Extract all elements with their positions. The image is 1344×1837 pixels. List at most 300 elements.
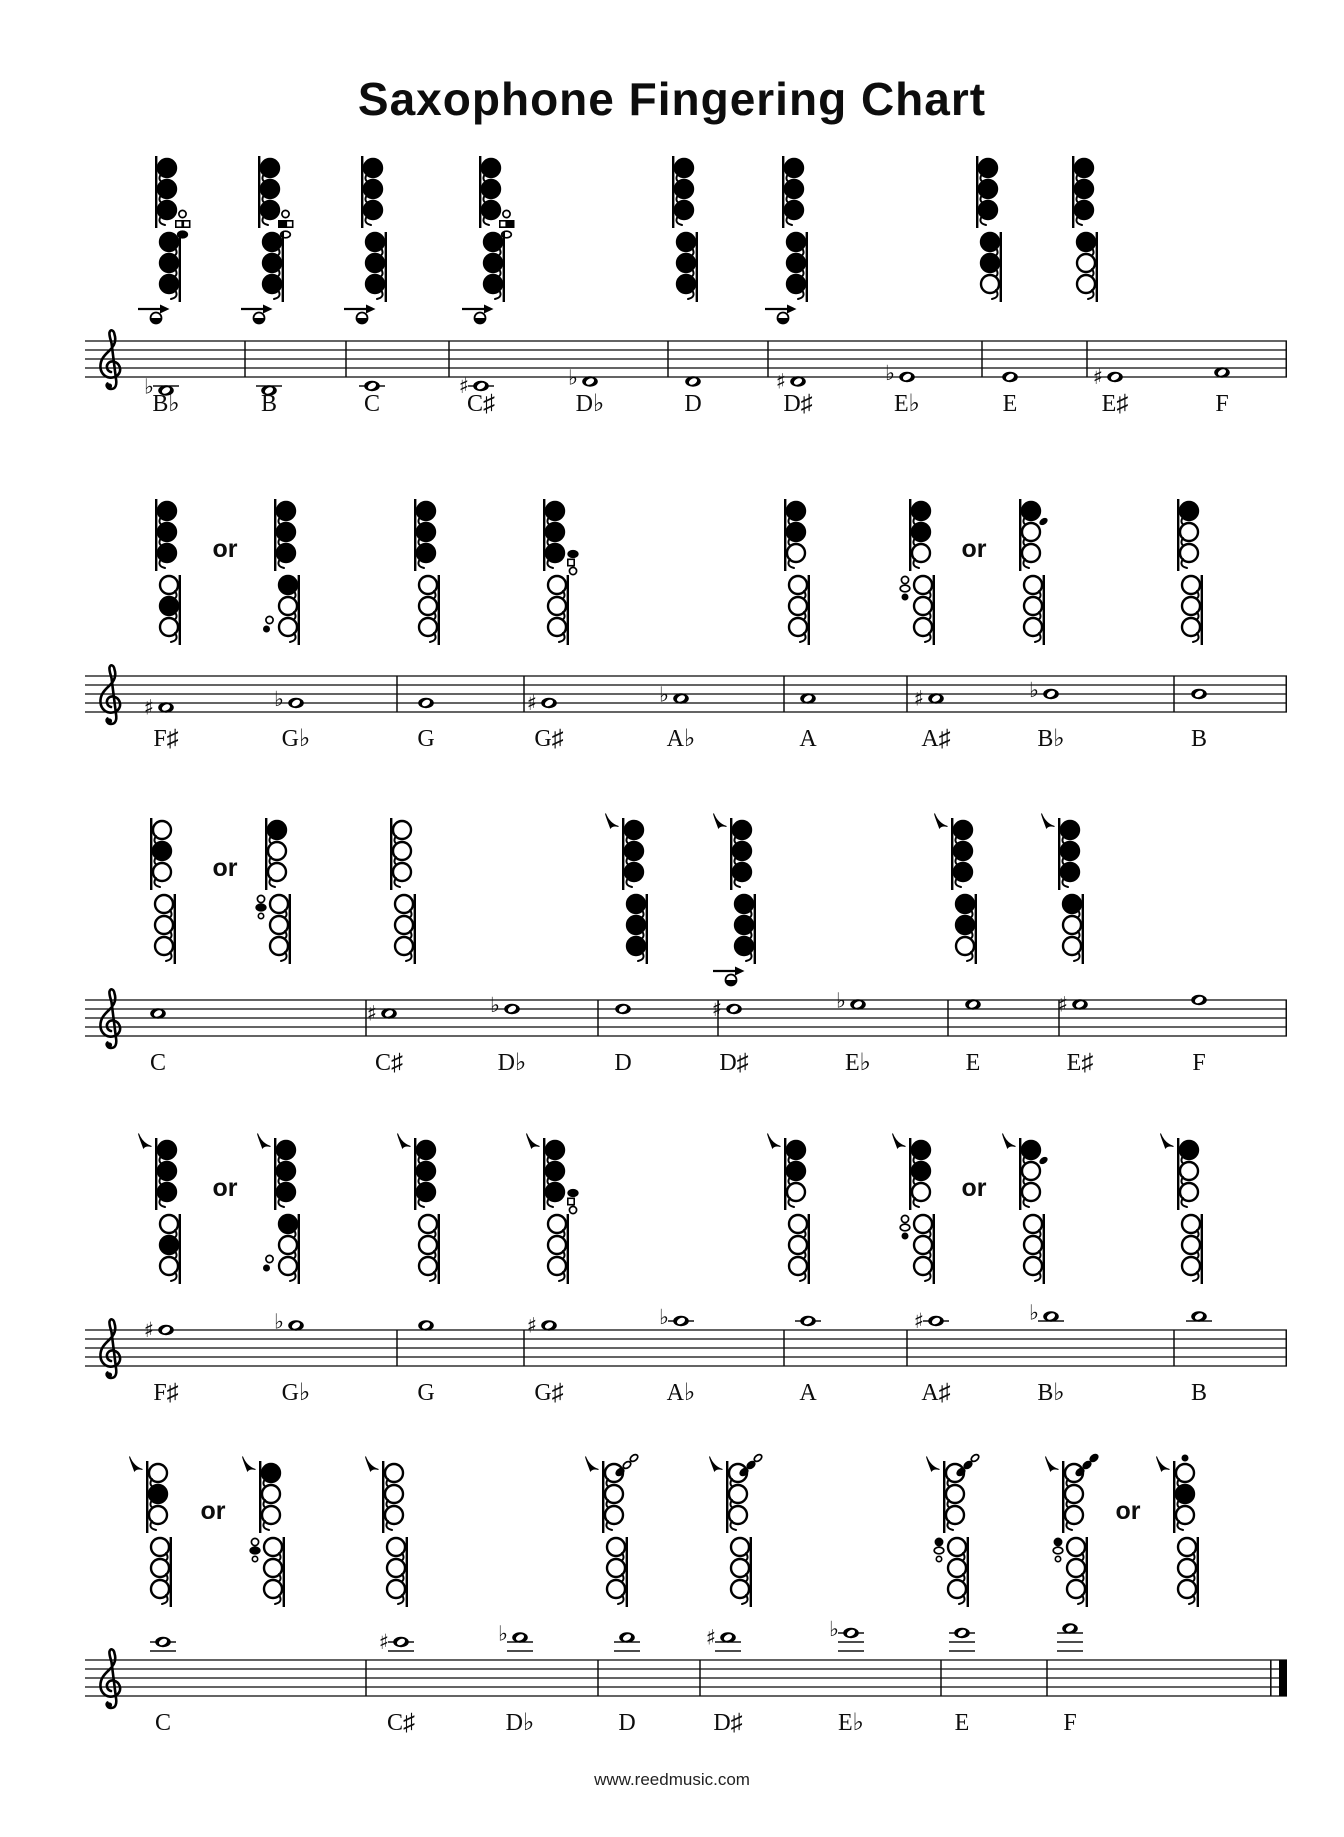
pinky-key — [568, 559, 574, 565]
whole-note — [928, 1316, 944, 1326]
staff-line — [85, 1347, 1287, 1348]
flat-accidental: ♭ — [1029, 678, 1039, 702]
barline — [448, 341, 450, 377]
side-c-key — [256, 904, 266, 911]
note-label: C♯ — [386, 1710, 416, 1736]
fingering-diagram — [784, 499, 810, 645]
note-label: B — [1190, 1380, 1208, 1406]
note-label: D — [618, 1710, 636, 1736]
pinky-b-key — [500, 221, 506, 227]
fingering-diagram — [586, 1453, 640, 1607]
whole-note — [381, 1008, 397, 1018]
octave-key-icon — [1161, 1134, 1174, 1149]
sharp-accidental: ♯ — [1092, 365, 1104, 389]
note-label: D♭ — [497, 1050, 527, 1076]
note-label: E — [1002, 391, 1018, 417]
end-barline — [1286, 341, 1288, 377]
section-low-register-Fsharp-to-B — [85, 535, 1287, 752]
barline — [783, 1330, 785, 1366]
side-c-key — [1053, 1547, 1063, 1554]
pinky-gsharp-key — [179, 210, 186, 217]
note-label: G♭ — [281, 1380, 311, 1406]
pinky-csharp-key — [183, 221, 189, 227]
low-key-arrow-head — [160, 305, 170, 314]
whole-note — [720, 1632, 736, 1642]
ledger-line — [388, 1650, 414, 1651]
note-label: B — [1190, 726, 1208, 752]
ledger-line — [1057, 1641, 1083, 1642]
sharp-accidental: ♯ — [458, 374, 470, 398]
barline — [783, 676, 785, 712]
fingering-diagram — [155, 499, 181, 645]
whole-note — [150, 1008, 166, 1018]
note-label: E — [954, 1710, 970, 1736]
barline — [667, 341, 669, 377]
palm-f-key — [1089, 1453, 1099, 1463]
sharp-accidental: ♯ — [711, 997, 723, 1021]
fingering-diagram — [713, 814, 756, 986]
octave-key-icon — [243, 1457, 256, 1472]
fingering-diagram — [243, 1457, 286, 1608]
treble-clef-icon — [100, 989, 120, 1048]
side-c-key — [900, 1224, 910, 1231]
staff-line — [85, 1659, 1287, 1660]
fingering-diagram — [765, 156, 808, 324]
pinky-b-key — [176, 221, 182, 227]
whole-note — [582, 376, 598, 386]
note-label: B♭ — [1037, 1380, 1065, 1406]
sharp-accidental: ♯ — [913, 1309, 925, 1333]
sharp-accidental: ♯ — [143, 1318, 155, 1342]
note-label: B — [260, 391, 278, 417]
side-e-key — [935, 1538, 942, 1545]
fingering-diagram — [344, 156, 387, 324]
side-c-key — [934, 1547, 944, 1554]
whole-note — [1062, 1623, 1078, 1633]
sharp-accidental: ♯ — [705, 1625, 717, 1650]
side-c-key — [900, 585, 910, 592]
or-label: or — [961, 1174, 987, 1202]
fingering-diagram — [138, 156, 190, 324]
whole-note — [843, 1628, 859, 1638]
treble-clef-dot — [107, 718, 112, 723]
fingering-diagram — [976, 156, 1002, 302]
fingering-diagram — [366, 1457, 409, 1608]
treble-clef-dot — [107, 1042, 112, 1047]
octave-key-icon — [768, 1134, 781, 1149]
treble-clef-path — [100, 665, 120, 724]
note-label: D♯ — [713, 1710, 743, 1736]
palm-f-key — [753, 1453, 763, 1463]
staff-line — [85, 376, 1287, 377]
note-label: G♭ — [281, 726, 311, 752]
fingering-diagram — [264, 499, 300, 645]
ledger-line — [715, 1650, 741, 1651]
low-key-arrow-head — [484, 305, 494, 314]
octave-key-icon — [710, 1457, 723, 1472]
barline — [947, 1000, 949, 1036]
side-fsharp-dot — [264, 1265, 269, 1270]
fingering-diagram — [1019, 499, 1049, 645]
whole-note — [1191, 689, 1207, 699]
octave-key-icon — [1157, 1457, 1170, 1472]
pinky-b-key — [279, 221, 285, 227]
barline — [396, 676, 398, 712]
staff-line — [85, 1026, 1287, 1027]
side-fsharp-key — [266, 616, 273, 623]
octave-key-icon — [927, 1457, 940, 1472]
note-label: B♭ — [1037, 726, 1065, 752]
staff-line — [85, 1338, 1287, 1339]
octave-key-icon — [398, 1134, 411, 1149]
whole-note — [541, 698, 557, 708]
octave-key-icon — [1042, 814, 1055, 829]
fingering-diagram — [1157, 1455, 1200, 1607]
staff-line — [85, 693, 1287, 694]
gsharp-key — [568, 551, 578, 558]
footer-url: www.reedmusic.com — [594, 1770, 750, 1789]
side-bb-key — [258, 913, 263, 918]
barline — [699, 1660, 701, 1696]
fingering-diagram — [1072, 156, 1098, 302]
note-label: A♯ — [921, 726, 951, 752]
sharp-accidental: ♯ — [143, 695, 155, 720]
side-bb-key — [902, 594, 907, 599]
barline — [597, 1000, 599, 1036]
ledger-line — [838, 1650, 864, 1651]
note-label: C — [154, 1710, 172, 1736]
whole-note — [1002, 372, 1018, 382]
barline — [523, 1330, 525, 1366]
staff-line — [85, 1365, 1287, 1366]
pinky-key — [569, 567, 576, 574]
palm-eb-key — [1082, 1460, 1092, 1470]
bis-key — [1038, 1155, 1049, 1165]
low-key-arrow-head — [263, 305, 273, 314]
staff-line — [85, 1017, 1287, 1018]
or-label: or — [212, 854, 238, 882]
fingering-diagram — [256, 818, 291, 964]
fingering-diagram — [543, 499, 578, 645]
barline — [1046, 1660, 1048, 1696]
side-e-key — [251, 1538, 258, 1545]
fingering-diagram — [241, 156, 293, 324]
fingering-diagram — [390, 818, 416, 964]
side-c-key — [250, 1547, 260, 1554]
note-label: E♯ — [1066, 1050, 1094, 1076]
final-barline-thin — [1270, 1660, 1272, 1696]
whole-note — [1214, 367, 1230, 377]
note-label: F — [1192, 1050, 1206, 1076]
whole-note — [685, 376, 701, 386]
whole-note — [615, 1004, 631, 1014]
note-label: A — [799, 1380, 817, 1406]
staff-line — [85, 349, 1287, 350]
flat-accidental: ♭ — [274, 687, 284, 711]
flat-accidental: ♭ — [144, 374, 154, 399]
barline — [345, 341, 347, 377]
side-e-key — [1054, 1538, 1061, 1545]
staff-line — [85, 367, 1287, 368]
section-low-register-Bb-to-F — [85, 340, 1287, 417]
staff-line — [85, 340, 1287, 341]
whole-note — [418, 698, 434, 708]
pinky-csharp-key — [507, 221, 513, 227]
fingering-diagram — [935, 814, 978, 965]
whole-note — [790, 376, 806, 386]
treble-clef-path — [100, 989, 120, 1048]
treble-clef-dot — [107, 1702, 112, 1707]
sharp-accidental: ♯ — [775, 369, 787, 394]
fingering-diagram — [150, 818, 176, 964]
note-label: D♭ — [505, 1710, 535, 1736]
end-barline — [1286, 676, 1288, 712]
barline — [244, 341, 246, 377]
staff-line — [85, 1329, 1287, 1330]
fingering-diagram — [139, 1134, 182, 1285]
whole-note — [899, 372, 915, 382]
ledger-line — [949, 1641, 975, 1642]
front-f-key — [1182, 1455, 1187, 1460]
staff-line — [85, 675, 1287, 676]
barline — [1173, 1330, 1175, 1366]
whole-note — [800, 693, 816, 703]
pinky-gsharp-key — [503, 210, 510, 217]
sharp-accidental: ♯ — [378, 1630, 390, 1654]
treble-clef-icon — [100, 665, 120, 724]
note-label: D♯ — [719, 1050, 749, 1076]
fingering-diagram — [1003, 1134, 1050, 1285]
note-label: C — [149, 1050, 167, 1076]
octave-key-icon — [714, 814, 727, 829]
note-label: C — [363, 391, 381, 417]
whole-note — [1072, 999, 1088, 1009]
treble-clef-icon — [100, 330, 120, 389]
barline — [597, 1660, 599, 1696]
whole-note — [158, 1325, 174, 1335]
note-label: F♯ — [153, 726, 179, 752]
barline — [396, 1330, 398, 1366]
low-key-arrow-head — [735, 967, 745, 976]
note-label: E♭ — [894, 391, 920, 417]
staff-line — [85, 684, 1287, 685]
or-label: or — [212, 1174, 238, 1202]
fingering-diagram — [130, 1457, 173, 1608]
treble-clef-icon — [100, 1649, 120, 1708]
staff-line — [85, 1035, 1287, 1036]
treble-clef-path — [100, 330, 120, 389]
palm-eb-key — [746, 1460, 756, 1470]
whole-note — [673, 1316, 689, 1326]
octave-key-icon — [527, 1134, 540, 1149]
whole-note — [504, 1004, 520, 1014]
flat-accidental: ♭ — [659, 1305, 669, 1329]
staff-line — [85, 1677, 1287, 1678]
sharp-accidental: ♯ — [913, 686, 925, 711]
octave-key-icon — [606, 814, 619, 829]
note-label: D — [684, 391, 702, 417]
barline — [906, 1330, 908, 1366]
octave-key-icon — [1046, 1457, 1059, 1472]
flat-accidental: ♭ — [274, 1309, 284, 1334]
staff-line — [85, 711, 1287, 712]
octave-key-icon — [586, 1457, 599, 1472]
whole-note — [954, 1628, 970, 1638]
palm-f-key — [629, 1453, 639, 1463]
treble-clef-path — [100, 1649, 120, 1708]
or-label: or — [200, 1497, 226, 1525]
note-label: E♭ — [845, 1050, 871, 1076]
barline — [1173, 676, 1175, 712]
ledger-line — [949, 1650, 975, 1651]
note-label: F — [1215, 391, 1229, 417]
barline — [523, 676, 525, 712]
whole-note — [155, 1637, 171, 1647]
flat-accidental: ♭ — [829, 1617, 839, 1641]
final-barline-thick — [1279, 1660, 1287, 1696]
section-high-register-C-to-F — [85, 1497, 1287, 1736]
fingering-diagram — [893, 1134, 936, 1285]
staff-line — [85, 1356, 1287, 1357]
side-e-key — [901, 1215, 908, 1222]
octave-key-icon — [935, 814, 948, 829]
low-key-arrow-head — [787, 305, 797, 314]
end-barline — [1286, 1330, 1288, 1366]
palm-eb-key — [622, 1460, 632, 1470]
staff-line — [85, 1668, 1287, 1669]
flat-accidental: ♭ — [1029, 1300, 1039, 1325]
barline — [940, 1660, 942, 1696]
whole-note — [850, 999, 866, 1009]
palm-eb-key — [963, 1460, 973, 1470]
octave-key-icon — [366, 1457, 379, 1472]
sharp-accidental: ♯ — [1057, 992, 1069, 1017]
sharp-accidental: ♯ — [366, 1001, 378, 1026]
note-label: C♯ — [374, 1050, 404, 1076]
staff-line — [85, 702, 1287, 703]
side-e-key — [257, 895, 264, 902]
sharp-accidental: ♯ — [526, 1313, 538, 1338]
note-label: G♯ — [534, 726, 564, 752]
fingering-diagram — [672, 156, 698, 302]
fingering-diagram — [900, 499, 935, 645]
note-label: A — [799, 726, 817, 752]
staff-line — [85, 999, 1287, 1000]
whole-note — [288, 1320, 304, 1330]
octave-key-icon — [893, 1134, 906, 1149]
fingering-diagram — [258, 1134, 301, 1285]
note-label: E — [965, 1050, 981, 1076]
flat-accidental: ♭ — [490, 993, 500, 1017]
whole-note — [364, 381, 380, 391]
section-upper-register-Fsharp-to-B — [85, 1174, 1287, 1406]
fingering-diagram — [768, 1134, 811, 1285]
treble-clef-icon — [100, 1319, 120, 1378]
low-key-arrow-head — [366, 305, 376, 314]
fingering-diagram — [1042, 814, 1085, 965]
gsharp-key — [568, 1190, 578, 1197]
pinky-gsharp-key — [282, 210, 289, 217]
fingering-diagram — [414, 499, 440, 645]
flat-accidental: ♭ — [568, 365, 578, 390]
note-label: D — [614, 1050, 632, 1076]
note-label: D♯ — [783, 391, 813, 417]
fingering-diagram — [462, 156, 514, 324]
side-bb-key — [902, 1233, 907, 1238]
bis-key — [1038, 516, 1049, 526]
whole-note — [1043, 689, 1059, 699]
octave-key-icon — [1003, 1134, 1016, 1149]
staff-line — [85, 1686, 1287, 1687]
note-label: F♯ — [153, 1380, 179, 1406]
whole-note — [473, 381, 489, 391]
page-title: Saxophone Fingering Chart — [357, 73, 987, 125]
note-label: B♭ — [152, 391, 180, 417]
side-bb-key — [936, 1556, 941, 1561]
ledger-line — [150, 1650, 176, 1651]
or-label: or — [212, 535, 238, 563]
fingering-diagram — [927, 1453, 981, 1607]
fingering-diagram — [527, 1134, 578, 1285]
side-e-key — [901, 576, 908, 583]
note-label: A♭ — [666, 1380, 696, 1406]
end-barline — [1286, 1000, 1288, 1036]
note-label: A♯ — [921, 1380, 951, 1406]
fingering-diagram — [398, 1134, 441, 1285]
staff-line — [85, 1008, 1287, 1009]
barline — [1086, 341, 1088, 377]
staff-line — [85, 358, 1287, 359]
whole-note — [726, 1004, 742, 1014]
side-bb-key — [1055, 1556, 1060, 1561]
whole-note — [1107, 372, 1123, 382]
pinky-key — [568, 1198, 574, 1204]
pinky-csharp-key — [286, 221, 292, 227]
side-fsharp-dot — [264, 626, 269, 631]
whole-note — [619, 1632, 635, 1642]
whole-note — [673, 693, 689, 703]
sharp-accidental: ♯ — [526, 691, 538, 715]
whole-note — [1191, 1311, 1207, 1321]
note-label: D♭ — [575, 391, 605, 417]
flat-accidental: ♭ — [836, 988, 846, 1013]
side-bb-key — [252, 1556, 257, 1561]
barline — [906, 676, 908, 712]
barline — [767, 341, 769, 377]
ledger-line — [614, 1650, 640, 1651]
note-label: G — [417, 726, 435, 752]
fingering-diagram — [1177, 499, 1203, 645]
fingering-diagram — [1046, 1453, 1100, 1607]
whole-note — [418, 1320, 434, 1330]
treble-clef-dot — [107, 383, 112, 388]
note-label: G♯ — [534, 1380, 564, 1406]
fingering-diagram — [606, 814, 649, 965]
fingering-diagram — [1161, 1134, 1204, 1285]
ledger-line — [1057, 1650, 1083, 1651]
palm-f-key — [970, 1453, 980, 1463]
whole-note — [512, 1632, 528, 1642]
note-label: F — [1063, 1710, 1077, 1736]
or-label: or — [1115, 1497, 1141, 1525]
octave-key-icon — [139, 1134, 152, 1149]
barline — [365, 1660, 367, 1696]
side-fsharp-key — [266, 1255, 273, 1262]
barline — [981, 341, 983, 377]
note-label: E♯ — [1101, 391, 1129, 417]
octave-key-icon — [258, 1134, 271, 1149]
ledger-line — [838, 1641, 864, 1642]
